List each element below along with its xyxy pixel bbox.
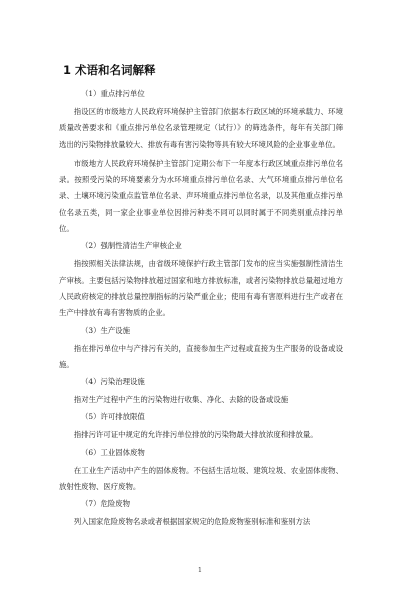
term-title: （3）生产设施 <box>81 325 131 335</box>
term-title: （1）重点排污单位 <box>81 89 145 98</box>
term-definition: 在工业生产活动中产生的固体废物。不包括生活垃圾、建筑垃圾、农业固体废物、放射性废物、医疗废物。 <box>59 465 343 492</box>
page-number: 1 <box>197 566 203 574</box>
term-definition: 指对生产过程中产生的污染物进行收集、净化、去除的设备或设施 <box>73 395 289 405</box>
term-definition: 指按照相关法律法规，由省级环境保护行政主管部门发布的应当实施强制性清洁生产审核。主要包括污染物排放超过国家和地方排放标准，或者污染物排放总量超过地方人民政府核定的排放总量控制指标的污染严重企业；使用有毒有害原料进行生产或者在生产中排放有毒有害物质的企业。 <box>59 259 343 318</box>
term-definition: 市级地方人民政府环境保护主管部门定期公布下一年度本行政区域重点排污单位名录。按照受污染的环境要素分为水环境重点排污单位名录、大气环境重点排污单位名录、土壤环境污染重点监管单位名录、声环境重点排污单位名录，以及其他重点排污单位名录五类，同一家企业事业单位因排污种类不同可以同时属于不同类别重点排污单位。 <box>59 158 343 234</box>
term-definition: 指排污许可证中规定的允许排污单位排放的污染物最大排放浓度和排放量。 <box>73 430 318 440</box>
term-title: （7）危险废物 <box>81 499 131 509</box>
document-body <box>59 85 343 534</box>
term-title: （2）强制性清洁生产审核企业 <box>81 241 182 251</box>
term-title: （6）工业固体废物 <box>81 447 145 457</box>
term-title: （5）许可排放限值 <box>81 412 145 422</box>
term-title: （4）污染治理设施 <box>81 377 145 387</box>
section-heading: 1 术语和名词解释 <box>63 63 156 77</box>
term-definition: 指设区的市级地方人民政府环境保护主管部门依据本行政区域的环境承载力、环境质量改善要求和《重点排污单位名录管理规定（试行）》的筛选条件，每年有关部门筛选出的污染物排放量较大、排放有毒有害污染物等具有较大环境风险的企业事业单位。 <box>59 107 343 149</box>
term-definition: 列入国家危险废物名录或者根据国家规定的危险废物鉴别标准和鉴别方法 <box>73 517 311 527</box>
term-definition: 指在排污单位中与产排污有关的，直接参加生产过程或直接为生产服务的设备或设施。 <box>59 343 343 369</box>
